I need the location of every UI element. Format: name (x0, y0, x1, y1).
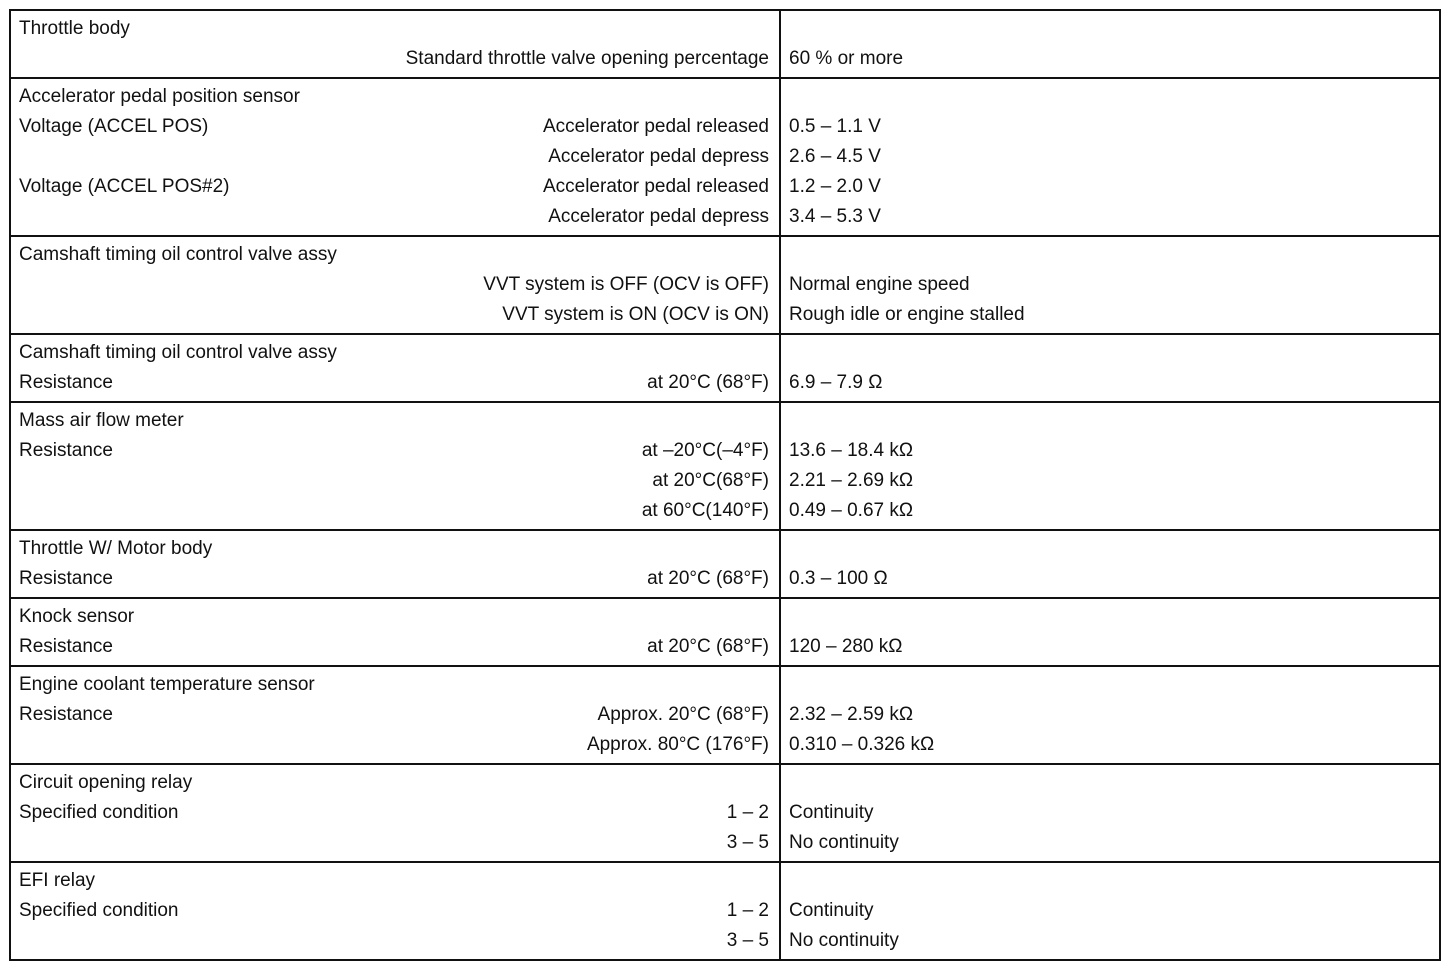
row-value: Rough idle or engine stalled (789, 304, 1025, 325)
section-title-line (19, 240, 769, 270)
spec-row (19, 142, 769, 172)
spec-row (19, 270, 769, 300)
row-label: Voltage (ACCEL POS) (19, 116, 209, 137)
spec-value-row (789, 828, 1431, 858)
row-condition: at 20°C (68°F) (647, 372, 769, 393)
spec-value-row (789, 270, 1431, 300)
blank-line (789, 82, 1431, 112)
row-label: Resistance (19, 704, 113, 725)
row-condition: at 20°C(68°F) (652, 470, 769, 491)
blank-line (789, 338, 1431, 368)
spec-values (781, 11, 1439, 77)
spec-value-row (789, 466, 1431, 496)
section-title-line (19, 82, 769, 112)
spec-section (11, 77, 1439, 235)
spec-section (11, 861, 1439, 959)
spec-row (19, 44, 769, 74)
blank-line (789, 240, 1431, 270)
section-title-line (19, 670, 769, 700)
section-title: Camshaft timing oil control valve assy (19, 244, 337, 265)
spec-parameters (11, 599, 781, 665)
spec-parameters (11, 335, 781, 401)
spec-values (781, 335, 1439, 401)
row-value: 0.5 – 1.1 V (789, 116, 881, 137)
row-label: Resistance (19, 636, 113, 657)
row-label: Specified condition (19, 900, 179, 921)
spec-parameters (11, 11, 781, 77)
section-title: Camshaft timing oil control valve assy (19, 342, 337, 363)
row-condition: VVT system is OFF (OCV is OFF) (483, 274, 769, 295)
section-title-line (19, 602, 769, 632)
row-label: Resistance (19, 372, 113, 393)
section-title: Mass air flow meter (19, 410, 184, 431)
spec-value-row (789, 496, 1431, 526)
spec-parameters (11, 237, 781, 333)
row-condition: 1 – 2 (726, 802, 769, 823)
row-condition: at 60°C(140°F) (641, 500, 769, 521)
blank-line (789, 768, 1431, 798)
section-title: Throttle W/ Motor body (19, 538, 213, 559)
row-label: Resistance (19, 568, 113, 589)
spec-row (19, 368, 769, 398)
spec-value-row (789, 926, 1431, 956)
row-value: 6.9 – 7.9 Ω (789, 372, 883, 393)
row-value: 13.6 – 18.4 kΩ (789, 440, 914, 461)
row-value: Normal engine speed (789, 274, 970, 295)
spec-section (11, 665, 1439, 763)
spec-value-row (789, 142, 1431, 172)
row-value: 0.49 – 0.67 kΩ (789, 500, 914, 521)
row-value: 2.32 – 2.59 kΩ (789, 704, 914, 725)
section-title-line (19, 768, 769, 798)
blank-line (789, 14, 1431, 44)
spec-section (11, 235, 1439, 333)
spec-values (781, 667, 1439, 763)
section-title-line (19, 338, 769, 368)
section-title: Knock sensor (19, 606, 135, 627)
spec-value-row (789, 798, 1431, 828)
row-condition: at 20°C (68°F) (647, 568, 769, 589)
spec-parameters (11, 765, 781, 861)
spec-parameters (11, 531, 781, 597)
spec-value-row (789, 436, 1431, 466)
spec-row (19, 172, 769, 202)
row-value: 60 % or more (789, 48, 904, 69)
spec-values (781, 531, 1439, 597)
section-title-line (19, 406, 769, 436)
spec-row (19, 828, 769, 858)
spec-row (19, 798, 769, 828)
spec-section (11, 529, 1439, 597)
row-condition: Accelerator pedal depress (548, 206, 769, 227)
spec-row (19, 730, 769, 760)
row-value: No continuity (789, 930, 899, 951)
row-condition: VVT system is ON (OCV is ON) (502, 304, 769, 325)
section-title: Engine coolant temperature sensor (19, 674, 315, 695)
spec-parameters (11, 403, 781, 529)
spec-value-row (789, 44, 1431, 74)
row-condition: at 20°C (68°F) (647, 636, 769, 657)
spec-value-row (789, 112, 1431, 142)
spec-value-row (789, 730, 1431, 760)
spec-parameters (11, 667, 781, 763)
row-value: Continuity (789, 900, 874, 921)
spec-row (19, 496, 769, 526)
spec-row (19, 632, 769, 662)
spec-row (19, 564, 769, 594)
row-condition: 1 – 2 (726, 900, 769, 921)
spec-parameters (11, 863, 781, 959)
section-title: Throttle body (19, 18, 130, 39)
spec-value-row (789, 632, 1431, 662)
spec-parameters (11, 79, 781, 235)
row-condition: at –20°C(–4°F) (641, 440, 769, 461)
spec-row (19, 926, 769, 956)
blank-line (789, 534, 1431, 564)
section-title-line (19, 14, 769, 44)
row-condition: 3 – 5 (726, 832, 769, 853)
blank-line (789, 406, 1431, 436)
spec-row (19, 896, 769, 926)
spec-values (781, 765, 1439, 861)
row-value: 0.310 – 0.326 kΩ (789, 734, 935, 755)
spec-section (11, 597, 1439, 665)
row-value: 2.6 – 4.5 V (789, 146, 881, 167)
blank-line (789, 670, 1431, 700)
row-label: Resistance (19, 440, 113, 461)
row-label: Specified condition (19, 802, 179, 823)
spec-value-row (789, 896, 1431, 926)
blank-line (789, 602, 1431, 632)
spec-value-row (789, 564, 1431, 594)
row-value: 0.3 – 100 Ω (789, 568, 888, 589)
spec-section (11, 401, 1439, 529)
spec-section (11, 11, 1439, 77)
spec-row (19, 466, 769, 496)
row-value: 2.21 – 2.69 kΩ (789, 470, 914, 491)
row-label: Voltage (ACCEL POS#2) (19, 176, 230, 197)
spec-value-row (789, 368, 1431, 398)
row-value: 3.4 – 5.3 V (789, 206, 881, 227)
row-value: No continuity (789, 832, 899, 853)
spec-row (19, 112, 769, 142)
row-condition: 3 – 5 (726, 930, 769, 951)
section-title: EFI relay (19, 870, 96, 891)
row-condition: Accelerator pedal depress (548, 146, 769, 167)
spec-values (781, 237, 1439, 333)
spec-value-row (789, 202, 1431, 232)
spec-table (9, 9, 1441, 961)
spec-value-row (789, 172, 1431, 202)
spec-row (19, 700, 769, 730)
spec-row (19, 300, 769, 330)
spec-values (781, 599, 1439, 665)
blank-line (789, 866, 1431, 896)
section-title: Circuit opening relay (19, 772, 193, 793)
row-value: 120 – 280 kΩ (789, 636, 903, 657)
spec-value-row (789, 300, 1431, 330)
row-condition: Standard throttle valve opening percentage (405, 48, 769, 69)
row-value: Continuity (789, 802, 874, 823)
row-condition: Approx. 20°C (68°F) (597, 704, 769, 725)
spec-section (11, 763, 1439, 861)
spec-values (781, 79, 1439, 235)
spec-row (19, 202, 769, 232)
spec-value-row (789, 700, 1431, 730)
row-condition: Accelerator pedal released (542, 176, 769, 197)
row-value: 1.2 – 2.0 V (789, 176, 881, 197)
row-condition: Approx. 80°C (176°F) (586, 734, 769, 755)
spec-section (11, 333, 1439, 401)
spec-values (781, 863, 1439, 959)
spec-values (781, 403, 1439, 529)
section-title-line (19, 866, 769, 896)
row-condition: Accelerator pedal released (542, 116, 769, 137)
spec-row (19, 436, 769, 466)
section-title-line (19, 534, 769, 564)
section-title: Accelerator pedal position sensor (19, 86, 300, 107)
